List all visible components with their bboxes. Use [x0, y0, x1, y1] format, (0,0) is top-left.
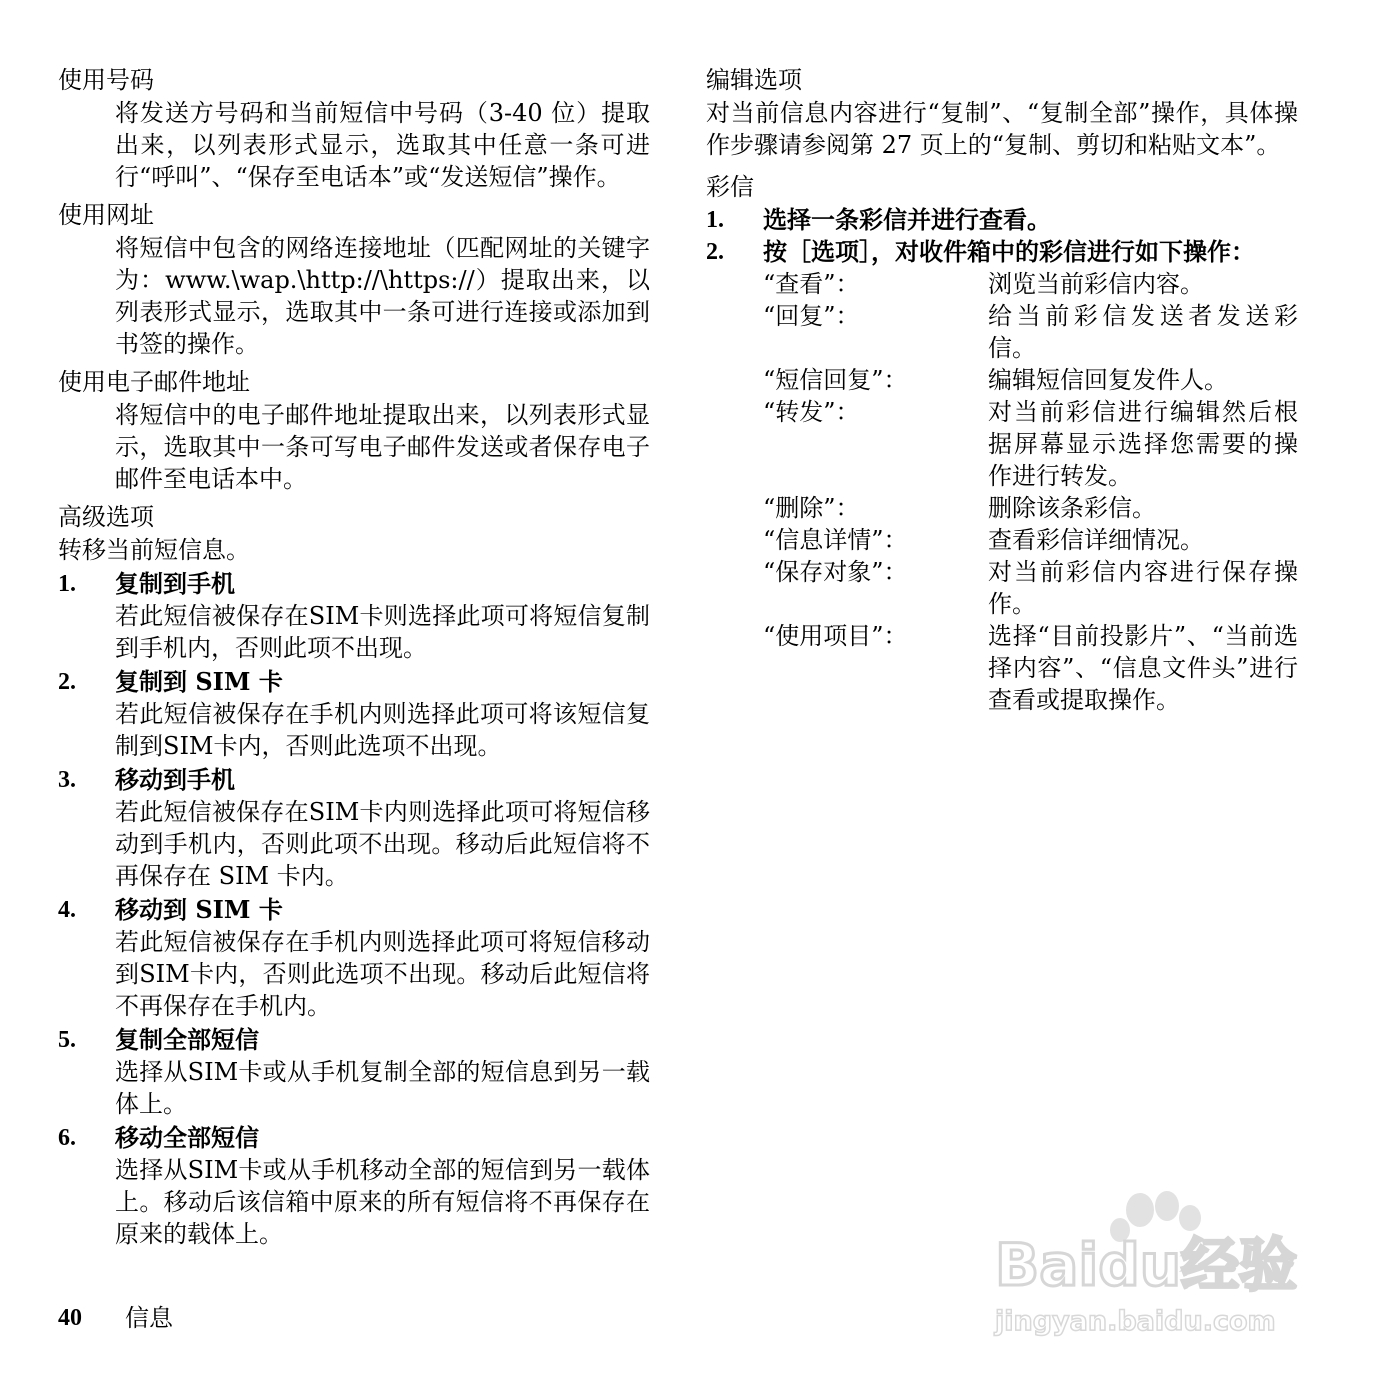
section-title: 使用电子邮件地址: [58, 368, 250, 396]
item-number: 2.: [58, 669, 76, 695]
option-row: [763, 524, 1298, 556]
option-row: [763, 556, 1298, 620]
item-body: 选择从SIM卡或从手机移动全部的短信到另一载体上。移动后该信箱中原来的所有短信将不再保存在原来的载体上。: [115, 1156, 650, 1248]
option-key: “回复”：: [763, 302, 860, 330]
step-2: [706, 236, 1298, 268]
item-body: 若此短信被保存在SIM卡则选择此项可将短信复制到手机内，否则此项不出现。: [115, 602, 650, 662]
section-advanced-options: [58, 501, 650, 1250]
option-row: [763, 620, 1298, 716]
option-row: [763, 364, 1298, 396]
section-use-email: [58, 366, 650, 495]
section-title: 使用号码: [58, 66, 154, 94]
section-title: 使用网址: [58, 201, 154, 229]
baidu-jingyan-watermark: [985, 1190, 1315, 1340]
option-key: “删除”：: [763, 494, 860, 522]
watermark-url: jingyan.baidu.com: [995, 1306, 1276, 1337]
numbered-item: [58, 1024, 650, 1120]
option-key: “查看”：: [763, 270, 860, 298]
option-desc: 给当前彩信发送者发送彩信。: [988, 302, 1298, 362]
item-title: 复制全部短信: [115, 1025, 259, 1054]
item-number: 4.: [58, 897, 76, 923]
item-number: 1.: [58, 571, 76, 597]
section-body: 对当前信息内容进行“复制”、“复制全部”操作，具体操作步骤请参阅第 27 页上的“复制、剪切和粘贴文本”。: [706, 99, 1298, 159]
section-title: 编辑选项: [706, 66, 802, 94]
option-row: [763, 492, 1298, 524]
option-desc: 选择“目前投影片”、“当前选择内容”、“信息文件头”进行查看或提取操作。: [988, 622, 1298, 714]
numbered-item: [58, 764, 650, 892]
page-footer: [58, 1302, 173, 1334]
item-title: 复制到 SIM 卡: [115, 667, 283, 696]
item-body: 选择从SIM卡或从手机复制全部的短信息到另一载体上。: [115, 1058, 650, 1118]
option-desc: 查看彩信详细情况。: [988, 526, 1204, 554]
section-title: 彩信: [706, 173, 754, 201]
item-number: 5.: [58, 1027, 76, 1053]
footer-section: 信息: [125, 1304, 173, 1332]
item-body: 若此短信被保存在手机内则选择此项可将该短信复制到SIM卡内，否则此选项不出现。: [115, 700, 650, 760]
option-key: “短信回复”：: [763, 366, 908, 394]
section-title: 高级选项: [58, 503, 154, 531]
page-number: 40: [58, 1305, 82, 1331]
step-text: 选择一条彩信并进行查看。: [763, 205, 1051, 234]
item-body: 若此短信被保存在手机内则选择此项可将短信移动到SIM卡内，否则此选项不出现。移动后此短信将不再保存在手机内。: [115, 928, 650, 1020]
option-key: “使用项目”：: [763, 622, 908, 650]
item-title: 复制到手机: [115, 569, 235, 598]
step-text: 按［选项］，对收件箱中的彩信进行如下操作：: [763, 237, 1255, 266]
mms-options-table: [763, 268, 1298, 716]
section-body: 将短信中的电子邮件地址提取出来，以列表形式显示，选取其中一条可写电子邮件发送或者保存电子邮件至电话本中。: [115, 401, 650, 493]
option-row: [763, 300, 1298, 364]
numbered-item: [58, 666, 650, 762]
right-column: [706, 64, 1298, 722]
option-key: “信息详情”：: [763, 526, 908, 554]
left-column: [58, 64, 650, 1256]
section-use-url: [58, 199, 650, 360]
section-mms: [706, 171, 1298, 716]
item-body: 若此短信被保存在SIM卡内则选择此项可将短信移动到手机内，否则此项不出现。移动后此短信将不再保存在 SIM 卡内。: [115, 798, 650, 890]
option-row: [763, 396, 1298, 492]
section-body: 将短信中包含的网络连接地址（匹配网址的关键字为：www.\wap.\http://\https://）提取出来，以列表形式显示，选取其中一条可进行连接或添加到书签的操作。: [115, 234, 650, 358]
section-edit-options: [706, 64, 1298, 161]
numbered-item: [58, 1122, 650, 1250]
item-title: 移动到 SIM 卡: [115, 895, 283, 924]
numbered-item: [58, 568, 650, 664]
option-key: “转发”：: [763, 398, 860, 426]
step-1: [706, 204, 1298, 236]
item-number: 3.: [58, 767, 76, 793]
step-number: 2.: [706, 239, 724, 265]
step-number: 1.: [706, 207, 724, 233]
option-desc: 对当前彩信内容进行保存操作。: [988, 558, 1298, 618]
item-title: 移动到手机: [115, 765, 235, 794]
option-desc: 浏览当前彩信内容。: [988, 270, 1204, 298]
option-key: “保存对象”：: [763, 558, 908, 586]
item-title: 移动全部短信: [115, 1123, 259, 1152]
section-intro: 转移当前短信息。: [58, 536, 250, 564]
option-desc: 对当前彩信进行编辑然后根据屏幕显示选择您需要的操作进行转发。: [988, 398, 1298, 490]
watermark-brand: Baidu经验: [995, 1231, 1298, 1299]
option-desc: 编辑短信回复发件人。: [988, 366, 1228, 394]
numbered-item: [58, 894, 650, 1022]
option-row: [763, 268, 1298, 300]
item-number: 6.: [58, 1125, 76, 1151]
option-desc: 删除该条彩信。: [988, 494, 1156, 522]
section-body: 将发送方号码和当前短信中号码（3-40 位）提取出来，以列表形式显示，选取其中任意一条可进行“呼叫”、“保存至电话本”或“发送短信”操作。: [115, 99, 650, 191]
section-use-number: [58, 64, 650, 193]
